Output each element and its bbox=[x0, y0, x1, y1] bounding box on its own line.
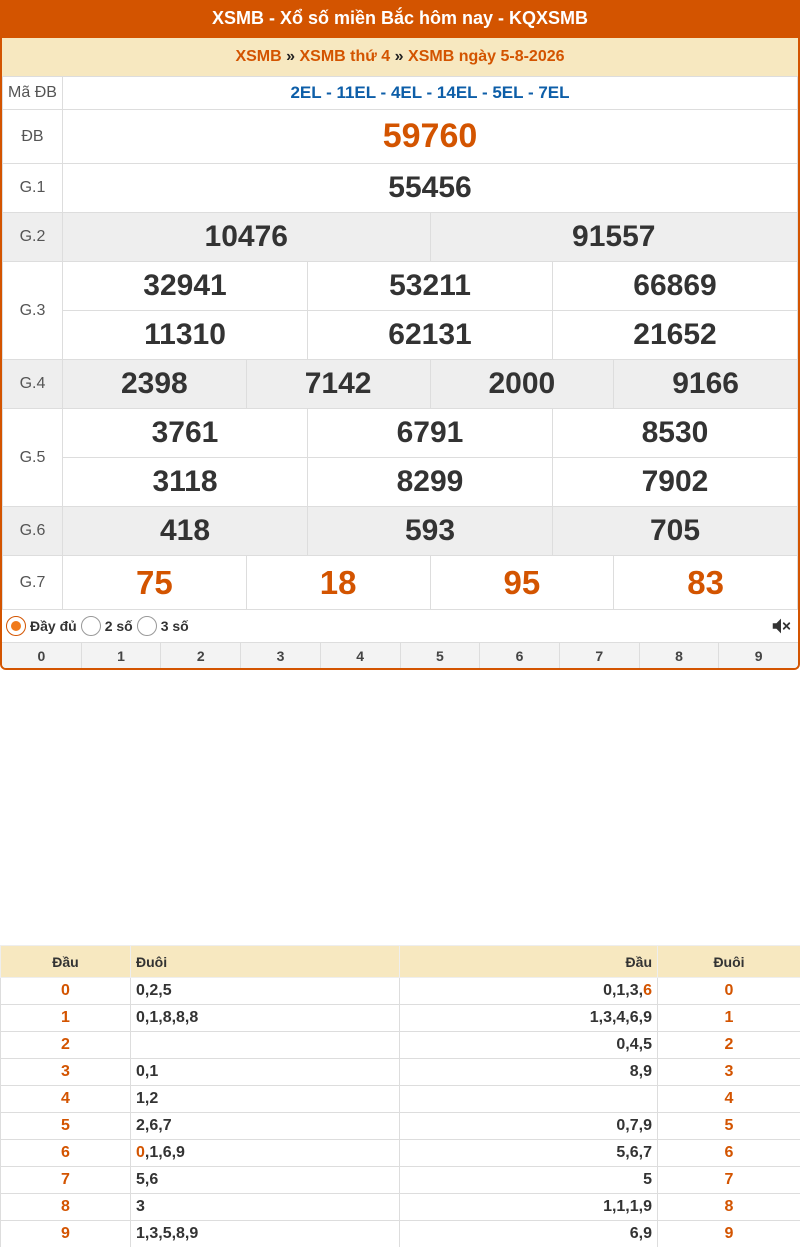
head-digit: 6 bbox=[1, 1140, 131, 1167]
tail-list-text: ,1,6,9 bbox=[144, 1144, 185, 1161]
tail-digit: 3 bbox=[658, 1059, 800, 1086]
table-row bbox=[1, 978, 800, 1005]
g3-row bbox=[3, 262, 798, 311]
breadcrumb bbox=[2, 38, 798, 76]
g5-row bbox=[3, 458, 798, 507]
g6-label: G.6 bbox=[3, 507, 63, 556]
tail-list: 1,3,5,8,9 bbox=[131, 1221, 400, 1247]
g5-number: 7902 bbox=[553, 458, 798, 507]
head-digit: 5 bbox=[1, 1113, 131, 1140]
digit-filter-8[interactable]: 8 bbox=[640, 643, 720, 668]
column-header-dau: Đầu bbox=[1, 946, 131, 978]
g7-number: 95 bbox=[430, 556, 614, 610]
g6-number: 705 bbox=[553, 507, 798, 556]
table-row bbox=[1, 1086, 800, 1113]
g3-number: 66869 bbox=[553, 262, 798, 311]
radio-full[interactable] bbox=[6, 616, 26, 636]
head-digit: 9 bbox=[1, 1221, 131, 1247]
digit-filter-9[interactable]: 9 bbox=[754, 648, 763, 664]
head-digit: 1 bbox=[1, 1005, 131, 1032]
g6-number: 418 bbox=[63, 507, 308, 556]
digit-filter-bar bbox=[2, 642, 798, 668]
column-header-dau: Đầu bbox=[400, 946, 658, 978]
digit-filter-2[interactable]: 2 bbox=[161, 643, 241, 668]
head-list bbox=[400, 978, 658, 1005]
head-list bbox=[400, 1086, 658, 1113]
head-list: 6,9 bbox=[400, 1221, 658, 1247]
loto-header-row bbox=[1, 946, 800, 978]
g1-number: 55456 bbox=[63, 164, 798, 213]
head-list: 5,6,7 bbox=[400, 1140, 658, 1167]
tail-list: 1,2 bbox=[131, 1086, 400, 1113]
g4-label: G.4 bbox=[3, 360, 63, 409]
head-digit: 2 bbox=[1, 1032, 131, 1059]
breadcrumb-xsmb[interactable]: XSMB bbox=[235, 48, 282, 65]
tail-list: 0,1,8,8,8 bbox=[131, 1005, 400, 1032]
head-list: 1,3,4,6,9 bbox=[400, 1005, 658, 1032]
g4-number: 9166 bbox=[614, 360, 798, 409]
digit-filter-6[interactable]: 6 bbox=[480, 643, 560, 668]
g6-number: 593 bbox=[308, 507, 553, 556]
g1-row bbox=[3, 164, 798, 213]
g3-number: 11310 bbox=[63, 311, 308, 360]
option-full-label: Đầy đủ bbox=[30, 618, 77, 634]
g3-number: 32941 bbox=[63, 262, 308, 311]
g4-number: 2000 bbox=[430, 360, 614, 409]
table-row bbox=[1, 1059, 800, 1086]
tail-digit: 9 bbox=[658, 1221, 800, 1247]
g2-row bbox=[3, 213, 798, 262]
digit-filter-4[interactable]: 4 bbox=[321, 643, 401, 668]
g3-number: 62131 bbox=[308, 311, 553, 360]
table-row bbox=[1, 1005, 800, 1032]
head-digit: 4 bbox=[1, 1086, 131, 1113]
g1-label: G.1 bbox=[3, 164, 63, 213]
g4-number: 2398 bbox=[63, 360, 247, 409]
tail-list: 3 bbox=[131, 1194, 400, 1221]
option-three-digits[interactable] bbox=[137, 616, 189, 636]
tail-digit: 2 bbox=[658, 1032, 800, 1059]
breadcrumb-separator: » bbox=[394, 48, 404, 65]
g5-label: G.5 bbox=[3, 409, 63, 507]
tail-list: 0,1 bbox=[131, 1059, 400, 1086]
tail-list: 0,2,5 bbox=[131, 978, 400, 1005]
column-header-duoi: Đuôi bbox=[131, 946, 400, 978]
tail-digit: 0 bbox=[658, 978, 800, 1005]
tail-list bbox=[131, 1032, 400, 1059]
radio-two-digits[interactable] bbox=[81, 616, 101, 636]
display-options bbox=[2, 610, 798, 642]
db-row bbox=[3, 110, 798, 164]
g7-number: 83 bbox=[614, 556, 798, 610]
g5-number: 3761 bbox=[63, 409, 308, 458]
g7-number: 18 bbox=[246, 556, 430, 610]
option-full[interactable] bbox=[6, 616, 77, 636]
g5-row bbox=[3, 409, 798, 458]
loto-head-tail-table bbox=[0, 945, 800, 1247]
g5-number: 3118 bbox=[63, 458, 308, 507]
table-row bbox=[1, 1113, 800, 1140]
g2-number: 10476 bbox=[63, 213, 431, 262]
tail-digit: 8 bbox=[658, 1194, 800, 1221]
special-prize: 59760 bbox=[63, 110, 798, 164]
g2-number: 91557 bbox=[430, 213, 798, 262]
breadcrumb-date[interactable]: XSMB ngày 5-8-2026 bbox=[408, 48, 565, 65]
special-code-row bbox=[3, 77, 798, 110]
g3-number: 21652 bbox=[553, 311, 798, 360]
g7-number: 75 bbox=[63, 556, 247, 610]
highlighted-digit: 6 bbox=[643, 982, 652, 999]
g7-label: G.7 bbox=[3, 556, 63, 610]
g5-number: 6791 bbox=[308, 409, 553, 458]
highlighted-digit: 0 bbox=[136, 1144, 145, 1161]
table-row bbox=[1, 1167, 800, 1194]
tail-digit: 7 bbox=[658, 1167, 800, 1194]
option-three-label: 3 số bbox=[160, 618, 189, 634]
table-row bbox=[1, 1221, 800, 1247]
g5-number: 8530 bbox=[553, 409, 798, 458]
head-digit: 0 bbox=[1, 978, 131, 1005]
results-table bbox=[2, 76, 798, 610]
volume-off-icon[interactable] bbox=[770, 615, 792, 637]
g4-number: 7142 bbox=[246, 360, 430, 409]
radio-three-digits[interactable] bbox=[137, 616, 157, 636]
tail-digit: 1 bbox=[658, 1005, 800, 1032]
head-digit: 7 bbox=[1, 1167, 131, 1194]
head-digit: 8 bbox=[1, 1194, 131, 1221]
g7-row bbox=[3, 556, 798, 610]
breadcrumb-weekday[interactable]: XSMB thứ 4 bbox=[299, 48, 391, 65]
tail-list: 2,6,7 bbox=[131, 1113, 400, 1140]
breadcrumb-separator: » bbox=[286, 48, 296, 65]
head-digit: 3 bbox=[1, 1059, 131, 1086]
digit-filter-7[interactable]: 7 bbox=[560, 643, 640, 668]
tail-list: 5,6 bbox=[131, 1167, 400, 1194]
digit-filter-3[interactable]: 3 bbox=[241, 643, 321, 668]
tail-digit: 5 bbox=[658, 1113, 800, 1140]
option-two-label: 2 số bbox=[104, 618, 133, 634]
tail-digit: 6 bbox=[658, 1140, 800, 1167]
digit-filter-1[interactable]: 1 bbox=[82, 643, 162, 668]
g2-label: G.2 bbox=[3, 213, 63, 262]
digit-filter-0[interactable]: 0 bbox=[2, 643, 82, 668]
g3-row bbox=[3, 311, 798, 360]
tail-list bbox=[131, 1140, 400, 1167]
head-list: 1,1,1,9 bbox=[400, 1194, 658, 1221]
head-list: 0,4,5 bbox=[400, 1032, 658, 1059]
column-header-duoi: Đuôi bbox=[658, 946, 800, 978]
tail-digit: 4 bbox=[658, 1086, 800, 1113]
table-row bbox=[1, 1032, 800, 1059]
option-two-digits[interactable] bbox=[81, 616, 133, 636]
g3-label: G.3 bbox=[3, 262, 63, 360]
g3-number: 53211 bbox=[308, 262, 553, 311]
table-row bbox=[1, 1194, 800, 1221]
g4-row bbox=[3, 360, 798, 409]
db-label: ĐB bbox=[3, 110, 63, 164]
digit-filter-5[interactable]: 5 bbox=[401, 643, 481, 668]
page-header: XSMB - Xổ số miền Bắc hôm nay - KQXSMB bbox=[0, 0, 800, 38]
head-list: 0,7,9 bbox=[400, 1113, 658, 1140]
head-list: 5 bbox=[400, 1167, 658, 1194]
g6-row bbox=[3, 507, 798, 556]
head-list: 8,9 bbox=[400, 1059, 658, 1086]
head-list-text: 0,1,3, bbox=[603, 982, 644, 999]
code-label: Mã ĐB bbox=[3, 77, 63, 110]
table-row bbox=[1, 1140, 800, 1167]
g5-number: 8299 bbox=[308, 458, 553, 507]
special-code: 2EL - 11EL - 4EL - 14EL - 5EL - 7EL bbox=[63, 77, 798, 110]
